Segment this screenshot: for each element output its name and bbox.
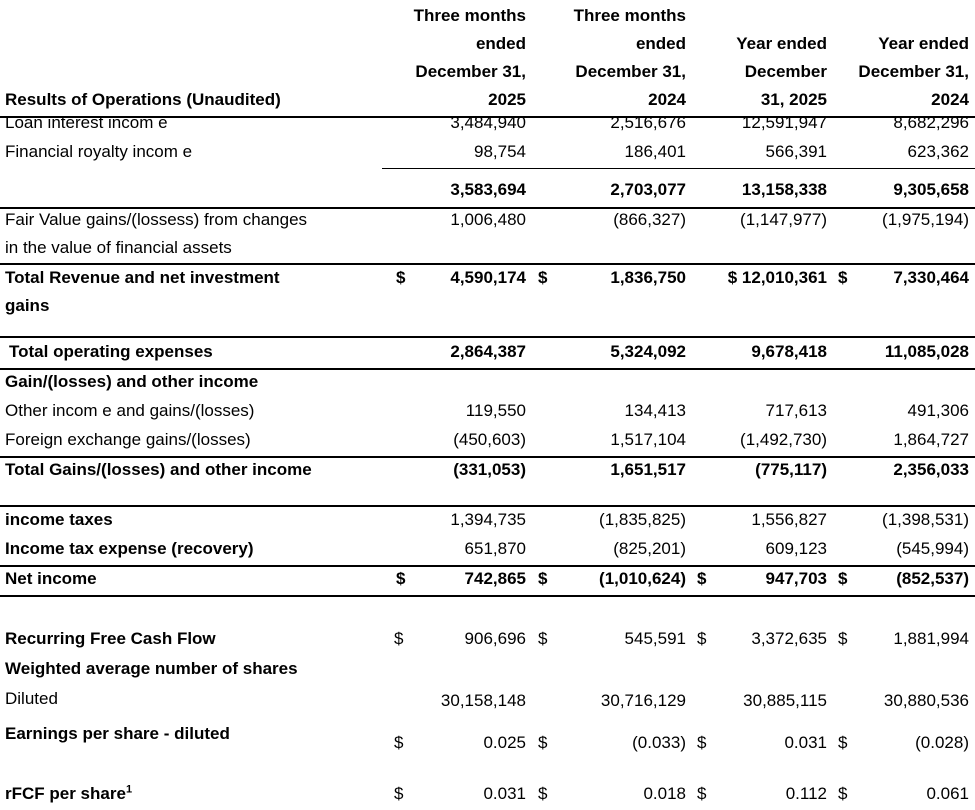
fx-fy-2024: 1,864,727 — [893, 430, 969, 449]
row-label-rfcf-per-share: rFCF per share$^1$ — [5, 783, 133, 803]
total-revenue-q4-2024: 1,836,750 — [610, 268, 686, 287]
total-revenue-fy-2024: 7,330,464 — [893, 268, 969, 287]
rfcf-per-share-currency-col2: $ — [538, 784, 548, 803]
footnote-marker: 1 — [125, 783, 133, 796]
row-label-tax-expense: Income tax expense (recovery) — [5, 539, 254, 558]
financial-royalty-fy-2024: 623,362 — [907, 142, 969, 161]
subtotal-fy-2025: 13,158,338 — [741, 180, 827, 199]
col3-header-line3: 31, 2025 — [760, 90, 827, 109]
diluted-q4-2024: 30,716,129 — [600, 691, 686, 710]
rfcf-per-share-q4-2024: 0.018 — [643, 784, 686, 803]
row-label-fx: Foreign exchange gains/(losses) — [5, 430, 251, 449]
row-label-total-opex: Total operating expenses — [9, 342, 213, 361]
net-income-currency-col3: $ — [697, 569, 707, 588]
income-taxes-q4-2025: 1,394,735 — [450, 510, 526, 529]
net-income-currency-col2: $ — [538, 569, 548, 588]
gains-divider — [0, 368, 975, 370]
section-label-weighted-shares: Weighted average number of shares — [5, 659, 298, 678]
fair-value-divider — [0, 207, 975, 209]
total-opex-q4-2025: 2,864,387 — [450, 342, 526, 361]
col1-header-line3: December 31, — [415, 62, 526, 81]
fx-fy-2025: (1,492,730) — [740, 430, 827, 449]
eps-currency-col4: $ — [838, 733, 848, 752]
row-label-fair-value-line2: in the value of financial assets — [5, 238, 232, 257]
rfcf-per-share-q4-2025: 0.031 — [483, 784, 526, 803]
total-gains-q4-2024: 1,651,517 — [610, 460, 686, 479]
eps-currency-col2: $ — [538, 733, 548, 752]
fair-value-fy-2024: (1,975,194) — [882, 210, 969, 229]
col1-header-line1: Three months — [413, 6, 526, 25]
net-income-fy-2025: 947,703 — [765, 569, 827, 588]
rfcf-fy-2025: 3,372,635 — [751, 629, 827, 648]
row-label-rfcf: Recurring Free Cash Flow — [5, 629, 216, 648]
total-opex-fy-2024: 11,085,028 — [884, 342, 969, 361]
col3-header-line2: December — [744, 62, 827, 81]
col4-header-line3: 2024 — [931, 90, 969, 109]
eps-q4-2025: 0.025 — [483, 733, 526, 752]
row-label-loan-interest: Loan interest incom e — [5, 116, 168, 132]
eps-fy-2025: 0.031 — [784, 733, 827, 752]
fair-value-q4-2025: 1,006,480 — [450, 210, 526, 229]
row-label-income-taxes: income taxes — [5, 510, 113, 529]
total-opex-q4-2024: 5,324,092 — [610, 342, 686, 361]
diluted-fy-2025: 30,885,115 — [743, 691, 827, 710]
eps-currency-col1: $ — [394, 733, 404, 752]
eps-currency-col3: $ — [697, 733, 707, 752]
row-label-other-income: Other incom e and gains/(losses) — [5, 401, 255, 420]
total-opex-fy-2025: 9,678,418 — [751, 342, 827, 361]
row-label-total-revenue-line1: Total Revenue and net investment — [5, 268, 280, 287]
other-income-q4-2025: 119,550 — [465, 401, 526, 420]
rfcf-q4-2025: 906,696 — [464, 629, 526, 648]
rfcf-currency-col3: $ — [697, 629, 707, 648]
col2-header-line4: 2024 — [648, 90, 686, 109]
fx-q4-2024: 1,517,104 — [610, 430, 686, 449]
rfcf-per-share-currency-col1: $ — [394, 784, 404, 803]
net-income-q4-2024: (1,010,624) — [599, 569, 686, 588]
financial-royalty-q4-2024: 186,401 — [624, 142, 686, 161]
net-income-currency-col4: $ — [838, 569, 848, 588]
total-revenue-currency-col1: $ — [396, 268, 406, 287]
total-gains-fy-2025: (775,117) — [755, 460, 827, 479]
total-gains-fy-2024: 2,356,033 — [893, 460, 969, 479]
total-gains-divider — [0, 456, 975, 458]
total-gains-q4-2025: (331,053) — [453, 460, 526, 479]
subtotal-q4-2025: 3,583,694 — [450, 180, 526, 199]
section-label-gains: Gain/(losses) and other income — [5, 372, 259, 391]
total-revenue-currency-col4: $ — [838, 268, 848, 287]
net-income-currency-col1: $ — [396, 569, 406, 588]
col2-header-line3: December 31, — [575, 62, 686, 81]
table-title: Results of Operations (Unaudited) — [5, 90, 281, 109]
income-taxes-divider — [0, 505, 975, 507]
row-label-eps: Earnings per share - diluted — [5, 724, 230, 743]
rfcf-currency-col2: $ — [538, 629, 548, 648]
col3-header-line1: Year ended — [736, 34, 827, 53]
net-income-q4-2025: 742,865 — [464, 569, 526, 588]
total-revenue-currency-col2: $ — [538, 268, 548, 287]
eps-fy-2024: (0.028) — [915, 733, 969, 752]
subtotal-divider — [382, 168, 975, 169]
total-revenue-q4-2025: 4,590,174 — [450, 268, 526, 287]
total-revenue-divider — [0, 263, 975, 265]
rfcf-fy-2024: 1,881,994 — [893, 629, 969, 648]
col2-header-line2: ended — [635, 34, 686, 53]
loan-interest-fy-2024: 8,682,296 — [893, 116, 969, 132]
financial-royalty-q4-2025: 98,754 — [474, 142, 526, 161]
subtotal-fy-2024: 9,305,658 — [893, 180, 969, 199]
fair-value-fy-2025: (1,147,977) — [740, 210, 827, 229]
financial-royalty-fy-2025: 566,391 — [765, 142, 827, 161]
tax-expense-q4-2024: (825,201) — [613, 539, 686, 558]
opex-divider — [0, 336, 975, 338]
rfcf-currency-col4: $ — [838, 629, 848, 648]
fair-value-q4-2024: (866,327) — [613, 210, 686, 229]
subtotal-q4-2024: 2,703,077 — [610, 180, 686, 199]
col2-header-line1: Three months — [573, 6, 686, 25]
rfcf-per-share-fy-2024: 0.061 — [926, 784, 969, 803]
rfcf-q4-2024: 545,591 — [624, 629, 686, 648]
diluted-fy-2024: 30,880,536 — [883, 691, 969, 710]
income-taxes-fy-2025: 1,556,827 — [751, 510, 827, 529]
other-income-q4-2024: 134,413 — [624, 401, 686, 420]
bottom-divider — [0, 595, 975, 597]
fx-q4-2025: (450,603) — [453, 430, 526, 449]
tax-expense-q4-2025: 651,870 — [464, 539, 526, 558]
col1-header-line2: ended — [475, 34, 526, 53]
other-income-fy-2025: 717,613 — [765, 401, 827, 420]
col1-header-line4: 2025 — [488, 90, 526, 109]
row-label-total-gains: Total Gains/(losses) and other income — [5, 460, 312, 479]
income-taxes-q4-2024: (1,835,825) — [599, 510, 686, 529]
tax-expense-fy-2025: 609,123 — [765, 539, 827, 558]
rfcf-per-share-fy-2025: 0.112 — [785, 784, 827, 803]
diluted-q4-2025: 30,158,148 — [440, 691, 526, 710]
other-income-fy-2024: 491,306 — [907, 401, 969, 420]
loan-interest-q4-2024: 2,516,676 — [610, 116, 686, 132]
rfcf-per-share-currency-col3: $ — [697, 784, 707, 803]
row-label-net-income: Net income — [5, 569, 97, 588]
total-revenue-fy-2025: $ 12,010,361 — [727, 268, 827, 287]
net-income-divider — [0, 565, 975, 567]
income-taxes-fy-2024: (1,398,531) — [882, 510, 969, 529]
loan-interest-fy-2025: 12,591,947 — [741, 116, 827, 132]
loan-interest-q4-2025: 3,484,940 — [450, 116, 526, 132]
eps-q4-2024: (0.033) — [632, 733, 686, 752]
row-label-total-revenue-line2: gains — [5, 296, 50, 315]
tax-expense-fy-2024: (545,994) — [896, 539, 969, 558]
net-income-fy-2024: (852,537) — [896, 569, 969, 588]
col4-header-line2: December 31, — [858, 62, 969, 81]
row-label-fair-value-line1: Fair Value gains/(lossess) from changes — [5, 210, 308, 229]
rfcf-currency-col1: $ — [394, 629, 404, 648]
row-label-financial-royalty: Financial royalty incom e — [5, 142, 193, 161]
row-label-diluted: Diluted — [5, 689, 58, 708]
col4-header-line1: Year ended — [878, 34, 969, 53]
rfcf-per-share-currency-col4: $ — [838, 784, 848, 803]
